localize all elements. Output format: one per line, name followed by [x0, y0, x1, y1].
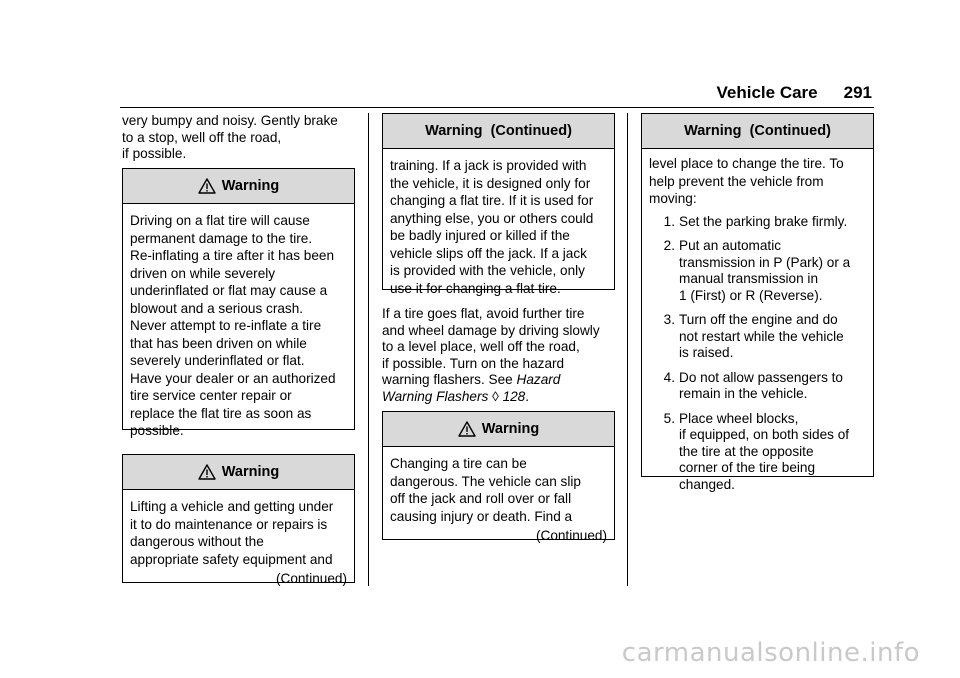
- warning-box-changing-tire: [382, 411, 615, 543]
- warning-triangle-icon: [198, 178, 216, 194]
- warning-header: [383, 114, 614, 149]
- hazard-flashers-link[interactable]: Hazard: [516, 372, 561, 387]
- warning-box-lifting: [122, 454, 355, 586]
- steps-list: [649, 214, 866, 494]
- column-divider-2: [627, 113, 628, 586]
- page-ref-number[interactable]: 128: [502, 388, 526, 404]
- column-1: [122, 113, 357, 163]
- warning-text: Lifting a vehicle and getting under it to do maintenance or repairs is dangerous without the appropriate safety equipment and (Continued): [130, 499, 347, 586]
- section-title: Vehicle Care: [716, 83, 818, 102]
- list-item: 2. Put an automatic transmission in P (Park) or a manual transmission in 1 (First) or R (Reverse).: [663, 238, 851, 303]
- warning-box-steps-continued: [641, 113, 874, 492]
- list-item: 4. Do not allow passengers to remain in the vehicle.: [663, 369, 843, 401]
- list-item: 1. Set the parking brake firmly.: [663, 213, 848, 229]
- header-rule: [120, 107, 874, 108]
- warning-title: Warning: [221, 178, 280, 194]
- warning-header: [123, 169, 354, 204]
- list-item: 3. Turn off the engine and do not restart while the vehicle is raised.: [663, 312, 844, 360]
- warning-text: Changing a tire can be dangerous. The vehicle can slip off the jack and roll over or fall causing injury or death. Find a (Continued): [390, 456, 607, 543]
- flat-tire-paragraph: If a tire goes flat, avoid further tire and wheel damage by driving slowly to a level place, well off the road, if possible. Turn on the hazard warning flashers. See Hazard Warning Flashers ◊ 128.: [382, 306, 600, 404]
- warning-text: Driving on a flat tire will cause permanent damage to the tire. Re-inflating a tire after it has been driven on while severely underinflated or flat may cause a blowout and a serious crash. Never attempt to re-inflate a tire that has been driven on while severely underinflated or flat. Have your dealer or an authorized tire service center repair or replace the flat tire as soon as possible.: [130, 213, 336, 438]
- warning-header: [642, 114, 873, 149]
- warning-title: Warning: [221, 464, 280, 480]
- warning-triangle-icon: [198, 464, 216, 480]
- warning-box-flat-tire: [122, 168, 355, 438]
- hazard-flashers-link-cont[interactable]: Warning Flashers: [382, 388, 489, 404]
- warning-header: [383, 412, 614, 447]
- page-ref-icon: ◊: [492, 388, 499, 404]
- intro-paragraph: very bumpy and noisy. Gently brake to a stop, well off the road, if possible.: [122, 113, 338, 161]
- warning-text: training. If a jack is provided with the vehicle, it is designed only for changing a flat tire. If it is used for anything else, you or others could be badly injured or killed if the vehicle slips off the jack. If a jack is provided with the vehicle, only use it for changing a flat tire.: [390, 158, 594, 296]
- continued-label: (Continued): [535, 528, 607, 543]
- page-number: 291: [843, 83, 872, 102]
- warning-triangle-icon: [458, 421, 476, 437]
- list-item: 5. Place wheel blocks, if equipped, on both sides of the tire at the opposite corner of the tire being changed.: [663, 410, 850, 492]
- warning-title: Warning: [481, 421, 540, 437]
- continued-label: (Continued): [275, 571, 347, 586]
- warning-box-jack-continued: [382, 113, 615, 296]
- watermark: carmanualsonline.info: [621, 638, 920, 668]
- warning-title: Warning (Continued): [684, 123, 831, 139]
- column-divider-1: [368, 113, 369, 586]
- warning-text: level place to change the tire. To help prevent the vehicle from moving: 1. Set the parking brake firmly. 2. Put an automatic transmission in P (Park) or a manual transmission in 1 (First) or R (Reverse). 3. Turn off the engine and do not restart while the vehicle is raised. 4. Do not allow passengers to remain in the vehicle. 5. Place wheel blocks, if equipped, on both sides of the tire at the opposite corner of the tire being changed.: [642, 149, 873, 507]
- warning-header: [123, 455, 354, 490]
- page-header: [717, 83, 873, 105]
- warning-title: Warning (Continued): [425, 123, 572, 139]
